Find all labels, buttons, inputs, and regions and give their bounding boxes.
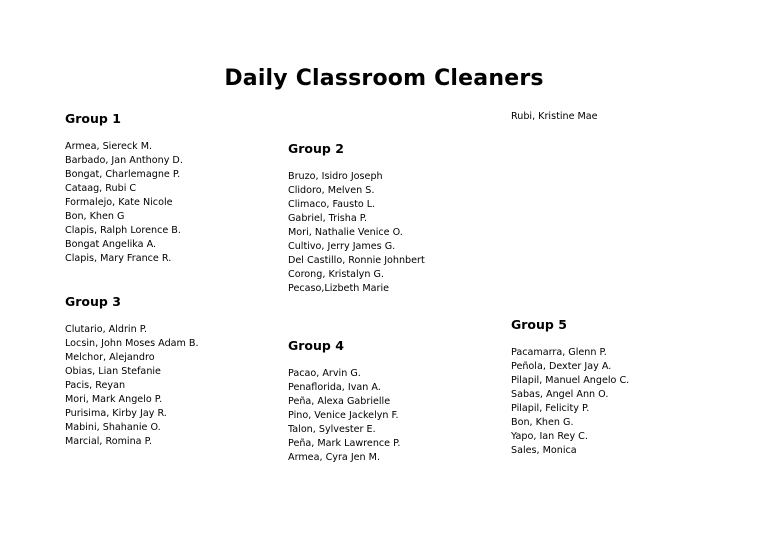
group-heading: Group 5 xyxy=(511,317,567,332)
group-heading: Group 1 xyxy=(65,111,121,126)
list-item: Gabriel, Trisha P. xyxy=(288,213,368,224)
list-item: Corong, Kristalyn G. xyxy=(288,269,384,280)
list-item: Armea, Siereck M. xyxy=(65,141,153,152)
list-item: Mori, Mark Angelo P. xyxy=(65,394,163,405)
list-item: Pacamarra, Glenn P. xyxy=(511,347,607,358)
list-item: Del Castillo, Ronnie Johnbert xyxy=(288,255,425,266)
list-item: Mabini, Shahanie O. xyxy=(65,422,161,433)
member-list xyxy=(65,323,199,449)
member-list xyxy=(288,170,425,296)
list-item: Barbado, Jan Anthony D. xyxy=(65,155,183,166)
list-item: Peñola, Dexter Jay A. xyxy=(511,361,612,372)
list-item: Cultivo, Jerry James G. xyxy=(288,241,396,252)
group-heading: Group 4 xyxy=(288,338,344,353)
list-item: Armea, Cyra Jen M. xyxy=(288,452,381,463)
group-2 xyxy=(288,141,425,296)
list-item: Obias, Lian Stefanie xyxy=(65,366,161,377)
list-item: Pilapil, Felicity P. xyxy=(511,403,590,414)
list-item: Peña, Alexa Gabrielle xyxy=(288,396,391,407)
list-item: Clapis, Mary France R. xyxy=(65,253,172,264)
list-item: Pecaso,Lizbeth Marie xyxy=(288,283,390,294)
member-list xyxy=(288,367,400,465)
group-4 xyxy=(288,338,400,465)
extra-name: Rubi, Kristine Mae xyxy=(511,111,598,122)
group-heading: Group 3 xyxy=(65,294,121,309)
list-item: Purisima, Kirby Jay R. xyxy=(65,408,167,419)
member-list xyxy=(511,346,629,458)
member-list xyxy=(65,140,183,266)
list-item: Bon, Khen G xyxy=(65,211,125,222)
list-item: Yapo, Ian Rey C. xyxy=(511,431,588,442)
group-heading: Group 2 xyxy=(288,141,344,156)
list-item: Sales, Monica xyxy=(511,445,577,456)
list-item: Clutario, Aldrin P. xyxy=(65,324,148,335)
list-item: Pacao, Arvin G. xyxy=(288,368,361,379)
list-item: Mori, Nathalie Venice O. xyxy=(288,227,403,238)
list-item: Bongat, Charlemagne P. xyxy=(65,169,181,180)
list-item: Cataag, Rubi C xyxy=(65,183,137,194)
list-item: Bongat Angelika A. xyxy=(65,239,157,250)
list-item: Talon, Sylvester E. xyxy=(288,424,376,435)
group-5 xyxy=(511,317,629,458)
list-item: Penaflorida, Ivan A. xyxy=(288,382,381,393)
list-item: Climaco, Fausto L. xyxy=(288,199,376,210)
list-item: Pilapil, Manuel Angelo C. xyxy=(511,375,630,386)
list-item: Clidoro, Melven S. xyxy=(288,185,375,196)
list-item: Melchor, Alejandro xyxy=(65,352,155,363)
group-1 xyxy=(65,111,183,266)
list-item: Clapis, Ralph Lorence B. xyxy=(65,225,181,236)
list-item: Bon, Khen G. xyxy=(511,417,574,428)
list-item: Locsin, John Moses Adam B. xyxy=(65,338,199,349)
list-item: Sabas, Angel Ann O. xyxy=(511,389,609,400)
list-item: Marcial, Romina P. xyxy=(65,436,152,447)
group-3 xyxy=(65,294,199,449)
list-item: Formalejo, Kate Nicole xyxy=(65,197,173,208)
page-title: Daily Classroom Cleaners xyxy=(224,66,544,91)
list-item: Pacis, Reyan xyxy=(65,380,126,391)
list-item: Pino, Venice Jackelyn F. xyxy=(288,410,399,421)
list-item: Peña, Mark Lawrence P. xyxy=(288,438,401,449)
list-item: Bruzo, Isidro Joseph xyxy=(288,171,383,182)
